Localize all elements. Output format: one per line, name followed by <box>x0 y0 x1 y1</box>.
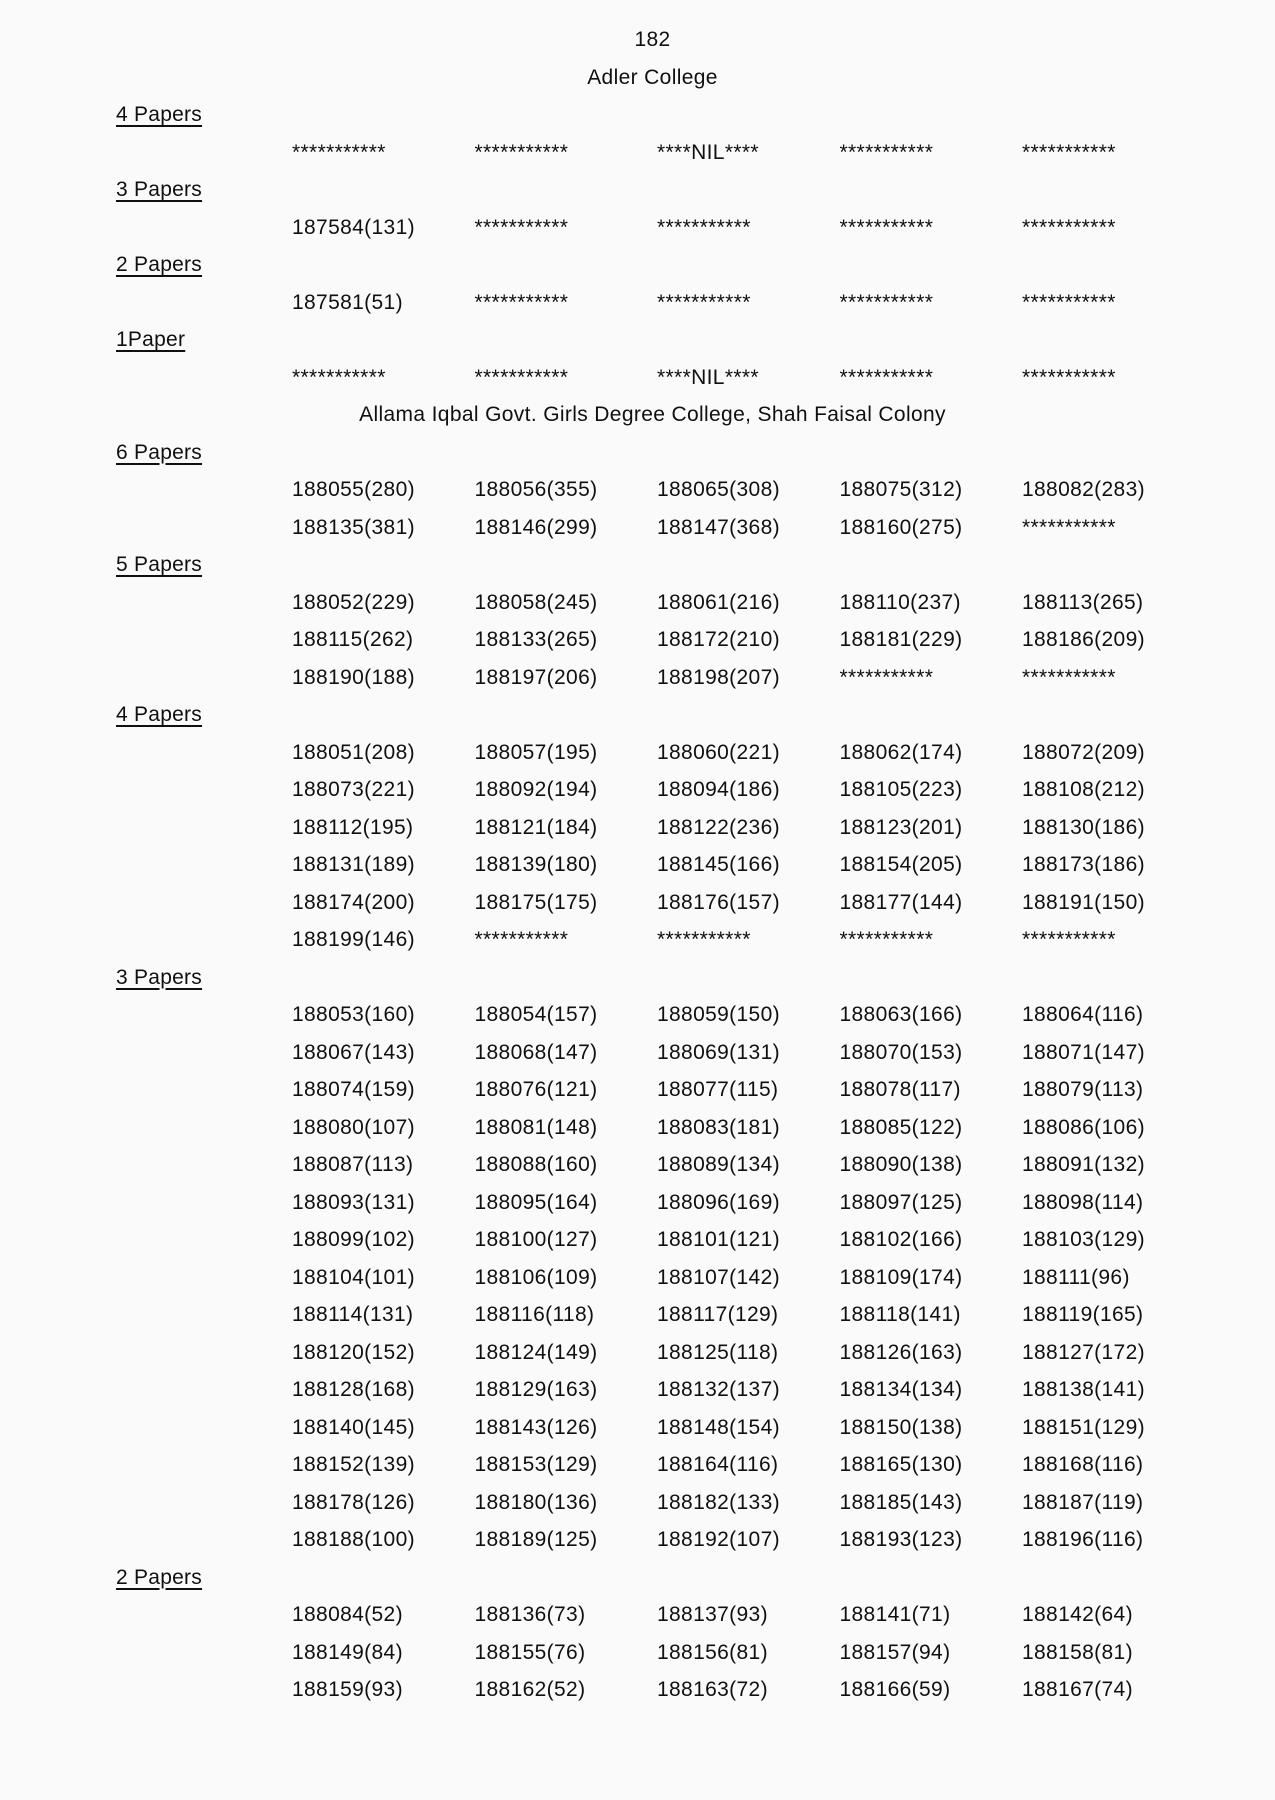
roll-number-cell: 188115(262) <box>292 628 414 651</box>
result-row <box>0 1071 1275 1109</box>
section-heading <box>0 246 1275 284</box>
result-row <box>0 284 1275 322</box>
roll-number-cell: 188185(143) <box>839 1490 963 1514</box>
roll-number-cell: 188159(93) <box>292 1678 403 1701</box>
section-heading <box>0 546 1275 584</box>
roll-number-cell: 188197(206) <box>474 665 598 689</box>
roll-number-cell: 188105(223) <box>839 778 963 801</box>
placeholder-cell: *********** <box>1022 215 1116 239</box>
roll-number-cell: 188095(164) <box>474 1190 598 1214</box>
roll-number-cell: 188063(166) <box>839 1003 963 1026</box>
roll-number-cell: 188128(168) <box>292 1378 415 1401</box>
roll-number-cell: 188187(119) <box>1022 1490 1144 1514</box>
roll-number-cell: 188090(138) <box>839 1153 963 1176</box>
roll-number-cell: 188120(152) <box>292 1340 415 1364</box>
roll-number-cell: 188114(131) <box>292 1303 414 1326</box>
roll-number-cell: 188139(180) <box>474 853 598 876</box>
roll-number-cell: 188189(125) <box>474 1528 598 1551</box>
roll-number-cell: 188152(139) <box>292 1453 415 1476</box>
result-row <box>0 1409 1275 1447</box>
placeholder-cell: *********** <box>474 928 569 951</box>
roll-number-cell: 188087(113) <box>292 1153 414 1176</box>
roll-number-cell: 188190(188) <box>292 665 415 689</box>
section-heading-label: 2 Papers <box>116 1565 203 1589</box>
roll-number-cell: 188143(126) <box>474 1415 598 1439</box>
placeholder-cell: *********** <box>1022 928 1116 951</box>
roll-number-cell: 188106(109) <box>474 1265 598 1289</box>
roll-number-cell: 188196(116) <box>1022 1528 1144 1551</box>
roll-number-cell: 188065(308) <box>657 478 780 501</box>
roll-number-cell: 188160(275) <box>839 515 963 539</box>
roll-number-cell: 188163(72) <box>657 1678 768 1701</box>
section-heading <box>0 96 1275 134</box>
result-row <box>0 921 1275 959</box>
roll-number-cell: 188188(100) <box>292 1528 415 1551</box>
section-heading <box>0 171 1275 209</box>
section-heading-label: 3 Papers <box>116 178 203 201</box>
placeholder-cell: *********** <box>1022 290 1116 314</box>
result-row <box>0 1446 1275 1484</box>
placeholder-cell: *********** <box>657 215 751 239</box>
roll-number-cell: 188054(157) <box>474 1003 598 1026</box>
roll-number-cell: 188079(113) <box>1022 1078 1144 1101</box>
roll-number-cell: 188174(200) <box>292 890 415 914</box>
placeholder-cell: *********** <box>839 665 934 689</box>
result-row <box>0 1371 1275 1409</box>
roll-number-cell: 188137(93) <box>657 1603 768 1626</box>
roll-number-cell: 188146(299) <box>474 515 598 539</box>
roll-number-cell: 188162(52) <box>474 1678 586 1701</box>
roll-number-cell: 188180(136) <box>474 1490 598 1514</box>
placeholder-cell: *********** <box>839 365 934 389</box>
result-row <box>0 621 1275 659</box>
roll-number-cell: 188116(118) <box>474 1303 595 1326</box>
result-row <box>0 1221 1275 1259</box>
placeholder-cell: *********** <box>839 290 934 314</box>
result-row <box>0 996 1275 1034</box>
roll-number-cell: 188069(131) <box>657 1040 780 1064</box>
roll-number-cell: 188109(174) <box>839 1265 963 1289</box>
placeholder-cell: *********** <box>292 365 386 389</box>
roll-number-cell: 188088(160) <box>474 1153 598 1176</box>
roll-number-cell: 188058(245) <box>474 590 598 614</box>
roll-number-cell: 188073(221) <box>292 778 415 801</box>
roll-number-cell: 188173(186) <box>1022 853 1145 876</box>
placeholder-cell: ****NIL**** <box>657 140 759 164</box>
roll-number-cell: 188097(125) <box>839 1190 963 1214</box>
roll-number-cell: 188096(169) <box>657 1190 780 1214</box>
placeholder-cell: *********** <box>474 365 569 389</box>
roll-number-cell: 188155(76) <box>474 1640 586 1664</box>
result-row <box>0 1484 1275 1522</box>
roll-number-cell: 188135(381) <box>292 515 415 539</box>
section-heading-label: 4 Papers <box>116 703 203 726</box>
result-row <box>0 771 1275 809</box>
result-row <box>0 584 1275 622</box>
roll-number-cell: 188136(73) <box>474 1603 586 1626</box>
roll-number-cell: 188059(150) <box>657 1003 780 1026</box>
section-heading <box>0 321 1275 359</box>
placeholder-cell: *********** <box>657 928 751 951</box>
roll-number-cell: 188148(154) <box>657 1415 780 1439</box>
roll-number-cell: 188051(208) <box>292 740 415 764</box>
placeholder-cell: ****NIL**** <box>657 365 759 389</box>
roll-number-cell: 188182(133) <box>657 1490 780 1514</box>
roll-number-cell: 188086(106) <box>1022 1115 1145 1139</box>
roll-number-cell: 188145(166) <box>657 853 780 876</box>
placeholder-cell: *********** <box>839 215 934 239</box>
roll-number-cell: 188072(209) <box>1022 740 1145 764</box>
roll-number-cell: 188130(186) <box>1022 815 1145 839</box>
roll-number-cell: 188060(221) <box>657 740 780 764</box>
roll-number-cell: 188057(195) <box>474 740 598 764</box>
result-row <box>0 471 1275 509</box>
placeholder-cell: *********** <box>1022 515 1116 539</box>
result-row <box>0 1259 1275 1297</box>
roll-number-cell: 188191(150) <box>1022 890 1145 914</box>
roll-number-cell: 188131(189) <box>292 853 415 876</box>
roll-number-cell: 188132(137) <box>657 1378 780 1401</box>
roll-number-cell: 188133(265) <box>474 628 598 651</box>
roll-number-cell: 188052(229) <box>292 590 415 614</box>
result-row <box>0 134 1275 172</box>
result-row <box>0 1634 1275 1672</box>
roll-number-cell: 188110(237) <box>839 590 961 614</box>
roll-number-cell: 188153(129) <box>474 1453 598 1476</box>
roll-number-cell: 188181(229) <box>839 628 963 651</box>
result-row <box>0 1146 1275 1184</box>
result-row <box>0 659 1275 697</box>
placeholder-cell: *********** <box>1022 665 1116 689</box>
section-heading-label: 2 Papers <box>116 253 203 276</box>
result-row <box>0 734 1275 772</box>
placeholder-cell: *********** <box>1022 140 1116 164</box>
roll-number-cell: 188061(216) <box>657 590 780 614</box>
roll-number-cell: 188154(205) <box>839 853 963 876</box>
roll-number-cell: 188068(147) <box>474 1040 598 1064</box>
roll-number-cell: 188175(175) <box>474 890 598 914</box>
roll-number-cell: 188134(134) <box>839 1378 963 1401</box>
result-row <box>0 884 1275 922</box>
result-row <box>0 1521 1275 1559</box>
roll-number-cell: 188082(283) <box>1022 478 1145 501</box>
result-row <box>0 1034 1275 1072</box>
roll-number-cell: 188081(148) <box>474 1115 598 1139</box>
roll-number-cell: 188151(129) <box>1022 1415 1145 1439</box>
roll-number-cell: 188113(265) <box>1022 590 1144 614</box>
roll-number-cell: 188074(159) <box>292 1078 415 1101</box>
roll-number-cell: 188126(163) <box>839 1340 963 1364</box>
placeholder-cell: *********** <box>474 215 569 239</box>
result-row <box>0 1596 1275 1634</box>
placeholder-cell: *********** <box>839 140 934 164</box>
roll-number-cell: 188157(94) <box>839 1640 951 1664</box>
roll-number-cell: 188112(195) <box>292 815 414 839</box>
roll-number-cell: 188127(172) <box>1022 1340 1145 1364</box>
roll-number-cell: 188104(101) <box>292 1265 415 1289</box>
roll-number-cell: 188099(102) <box>292 1228 415 1251</box>
placeholder-cell: *********** <box>657 290 751 314</box>
roll-number-cell: 188198(207) <box>657 665 780 689</box>
roll-number-cell: 188071(147) <box>1022 1040 1145 1064</box>
roll-number-cell: 188064(116) <box>1022 1003 1144 1026</box>
result-row <box>0 1109 1275 1147</box>
roll-number-cell: 188092(194) <box>474 778 598 801</box>
section-heading-label: 6 Papers <box>116 440 203 464</box>
college-title: Allama Iqbal Govt. Girls Degree College, Shah Faisal Colony <box>359 403 946 426</box>
roll-number-cell: 188141(71) <box>839 1603 951 1626</box>
roll-number-cell: 188156(81) <box>657 1640 768 1664</box>
section-heading-label: 1Paper <box>116 328 186 351</box>
roll-number-cell: 188075(312) <box>839 478 963 501</box>
result-row <box>0 1334 1275 1372</box>
roll-number-cell: 188102(166) <box>839 1228 963 1251</box>
section-heading-label: 3 Papers <box>116 965 203 989</box>
roll-number-cell: 188101(121) <box>657 1228 780 1251</box>
roll-number-cell: 188080(107) <box>292 1115 415 1139</box>
roll-number-cell: 188085(122) <box>839 1115 963 1139</box>
roll-number-cell: 188118(141) <box>839 1303 961 1326</box>
roll-number-cell: 188164(116) <box>657 1453 779 1476</box>
placeholder-cell: *********** <box>292 140 386 164</box>
roll-number-cell: 188070(153) <box>839 1040 963 1064</box>
roll-number-cell: 188056(355) <box>474 478 598 501</box>
roll-number-cell: 188100(127) <box>474 1228 598 1251</box>
roll-number-cell: 188178(126) <box>292 1490 415 1514</box>
roll-number-cell: 188119(165) <box>1022 1303 1144 1326</box>
roll-number-cell: 188124(149) <box>474 1340 598 1364</box>
placeholder-cell: *********** <box>474 140 569 164</box>
placeholder-cell: *********** <box>1022 365 1116 389</box>
roll-number-cell: 188053(160) <box>292 1003 415 1026</box>
roll-number-cell: 188150(138) <box>839 1415 963 1439</box>
roll-number-cell: 188166(59) <box>839 1678 951 1701</box>
roll-number-cell: 188111(96) <box>1022 1265 1130 1289</box>
roll-number-cell: 188076(121) <box>474 1078 598 1101</box>
roll-number-cell: 188098(114) <box>1022 1190 1144 1214</box>
result-row <box>0 1184 1275 1222</box>
roll-number-cell: 188165(130) <box>839 1453 963 1476</box>
roll-number-cell: 188167(74) <box>1022 1678 1133 1701</box>
result-row <box>0 846 1275 884</box>
roll-number-cell: 188138(141) <box>1022 1378 1145 1401</box>
section-heading <box>0 959 1275 997</box>
roll-number-cell: 188062(174) <box>839 740 963 764</box>
roll-number-cell: 188186(209) <box>1022 628 1145 651</box>
roll-number-cell: 187581(51) <box>292 290 403 314</box>
roll-number-cell: 188084(52) <box>292 1603 403 1626</box>
roll-number-cell: 188199(146) <box>292 928 415 951</box>
roll-number-cell: 188172(210) <box>657 628 780 651</box>
result-row <box>0 509 1275 547</box>
college-title: Adler College <box>587 65 718 89</box>
roll-number-cell: 188091(132) <box>1022 1153 1145 1176</box>
roll-number-cell: 188108(212) <box>1022 778 1145 801</box>
page-number: 182 <box>634 28 671 51</box>
section-heading <box>0 434 1275 472</box>
roll-number-cell: 188192(107) <box>657 1528 780 1551</box>
roll-number-cell: 188077(115) <box>657 1078 779 1101</box>
roll-number-cell: 188078(117) <box>839 1078 961 1101</box>
roll-number-cell: 188176(157) <box>657 890 780 914</box>
roll-number-cell: 188121(184) <box>474 815 598 839</box>
roll-number-cell: 188055(280) <box>292 478 415 501</box>
placeholder-cell: *********** <box>839 928 934 951</box>
roll-number-cell: 188089(134) <box>657 1153 780 1176</box>
roll-number-cell: 188107(142) <box>657 1265 780 1289</box>
roll-number-cell: 188103(129) <box>1022 1228 1145 1251</box>
roll-number-cell: 188117(129) <box>657 1303 779 1326</box>
roll-number-cell: 188142(64) <box>1022 1603 1133 1626</box>
roll-number-cell: 187584(131) <box>292 215 415 239</box>
roll-number-cell: 188177(144) <box>839 890 963 914</box>
section-heading-label: 5 Papers <box>116 553 203 576</box>
section-heading-label: 4 Papers <box>116 103 203 126</box>
roll-number-cell: 188125(118) <box>657 1340 779 1364</box>
section-heading <box>0 1559 1275 1597</box>
roll-number-cell: 188158(81) <box>1022 1640 1133 1664</box>
result-row <box>0 809 1275 847</box>
roll-number-cell: 188093(131) <box>292 1190 415 1214</box>
result-row <box>0 359 1275 397</box>
roll-number-cell: 188122(236) <box>657 815 780 839</box>
roll-number-cell: 188129(163) <box>474 1378 598 1401</box>
roll-number-cell: 188123(201) <box>839 815 963 839</box>
placeholder-cell: *********** <box>474 290 569 314</box>
roll-number-cell: 188193(123) <box>839 1528 963 1551</box>
result-row <box>0 1671 1275 1709</box>
section-heading <box>0 696 1275 734</box>
roll-number-cell: 188094(186) <box>657 778 780 801</box>
roll-number-cell: 188147(368) <box>657 515 780 539</box>
roll-number-cell: 188168(116) <box>1022 1453 1144 1476</box>
roll-number-cell: 188083(181) <box>657 1115 780 1139</box>
result-row <box>0 1296 1275 1334</box>
result-row <box>0 209 1275 247</box>
roll-number-cell: 188067(143) <box>292 1040 415 1064</box>
roll-number-cell: 188149(84) <box>292 1640 403 1664</box>
roll-number-cell: 188140(145) <box>292 1415 415 1439</box>
